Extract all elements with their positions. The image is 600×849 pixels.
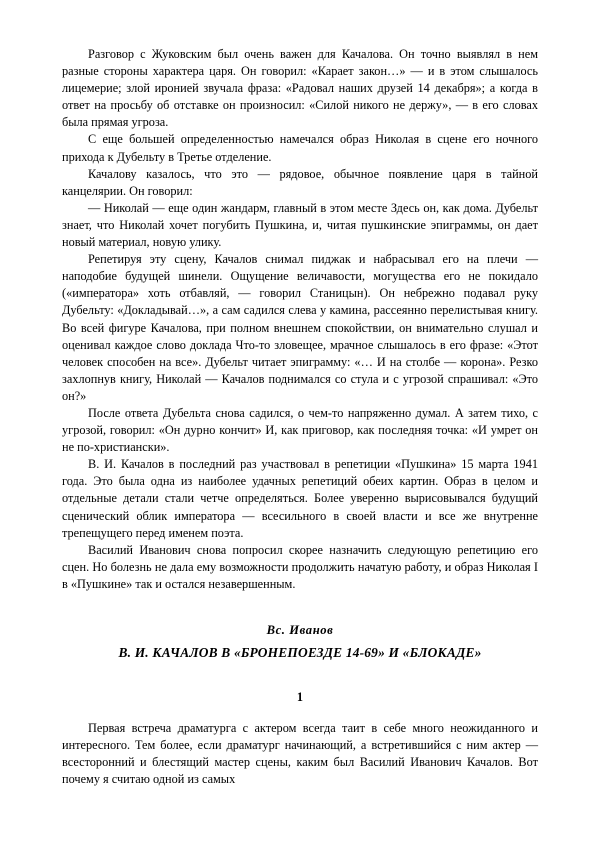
paragraph: — Николай — еще один жандарм, главный в этом месте Здесь он, как дома. Дубельт знает, что Николай хочет погубить Пушкина, и, читая пушкинские эпиграммы, он дает новый материал, новую улику. — [62, 200, 538, 250]
paragraph: С еще большей определенностью намечался образ Николая в сцене его ночного прихода к Дубельту в Третье отделение. — [62, 132, 538, 164]
paragraph: Первая встреча драматурга с актером всегда таит в себе много неожиданного и интересного. Тем более, если драматург начинающий, а встретившийся с ним актер — всесторонний и блестящий мастер сцены, каким был Василий Иванович Качалов. Вот почему я считаю одной из самых — [62, 721, 538, 787]
body-text-block — [62, 46, 538, 593]
paragraph: После ответа Дубельта снова садился, о чем-то напряженно думал. А затем тихо, с угрозой, говорил: «Он дурно кончит» И, как приговор, как последняя точка: «И умрет он не по-христиански». — [62, 405, 538, 455]
section-heading — [62, 623, 538, 661]
chapter-number: 1 — [296, 690, 304, 704]
paragraph: В. И. Качалов в последний раз участвовал в репетиции «Пушкина» 15 марта 1941 года. Это была одна из наиболее удачных репетиций обеих картин. Образ в целом и отдельные детали стали четче определяться. Более уверенно вырисовывался будущий сценический облик императора — всесильного в своей власти и все же внутренне трепещущего перед именем поэта. — [62, 457, 538, 540]
paragraph: Репетируя эту сцену, Качалов снимал пиджак и набрасывал его на плечи — наподобие будущей шинели. Ощущение величавости, могущества его не покидало («императора» хоть отбавляй, — говорил Станицын). Он небрежно подавал руку Дубельту: «Докладывай…», а сам садился слева у камина, рассеянно перелистывая книгу. Во всей фигуре Качалова, при полном внешнем спокойствии, он внимательно слушал и оценивал каждое слово доклада Что-то зловещее, мрачное слышалось в его фразе: «Этот человек способен на все». Дубельт читает эпиграмму: «… И на столбе — корона». Резко захлопнув книгу, Николай — Качалов поднимался со стула и с угрозой спрашивал: «Это он?» — [62, 252, 538, 403]
section-author: Вс. Иванов — [266, 623, 334, 637]
section-title: В. И. КАЧАЛОВ В «БРОНЕПОЕЗДЕ 14-69» И «БЛОКАДЕ» — [118, 645, 482, 660]
paragraph: Разговор с Жуковским был очень важен для Качалова. Он точно выявлял в нем разные стороны характера царя. Он говорил: «Карает закон…» — и в этом слышалось лицемерие; злой иронией звучала фраза: «Радовал наших друзей 14 декабря»; а когда в ответ на просьбу об отставке он произносил: «Силой никого не держу», — в его словах была прямая угроза. — [62, 47, 538, 130]
section-body-text-block — [62, 720, 538, 788]
paragraph: Василий Иванович снова попросил скорее назначить следующую репетицию его сцен. Но болезнь не дала ему возможности продолжить начатую работу, и образ Николая I в «Пушкине» так и остался незавершенным. — [62, 542, 538, 591]
paragraph: Качалову казалось, что это — рядовое, обычное появление царя в тайной канцелярии. Он говорил: — [62, 166, 538, 198]
